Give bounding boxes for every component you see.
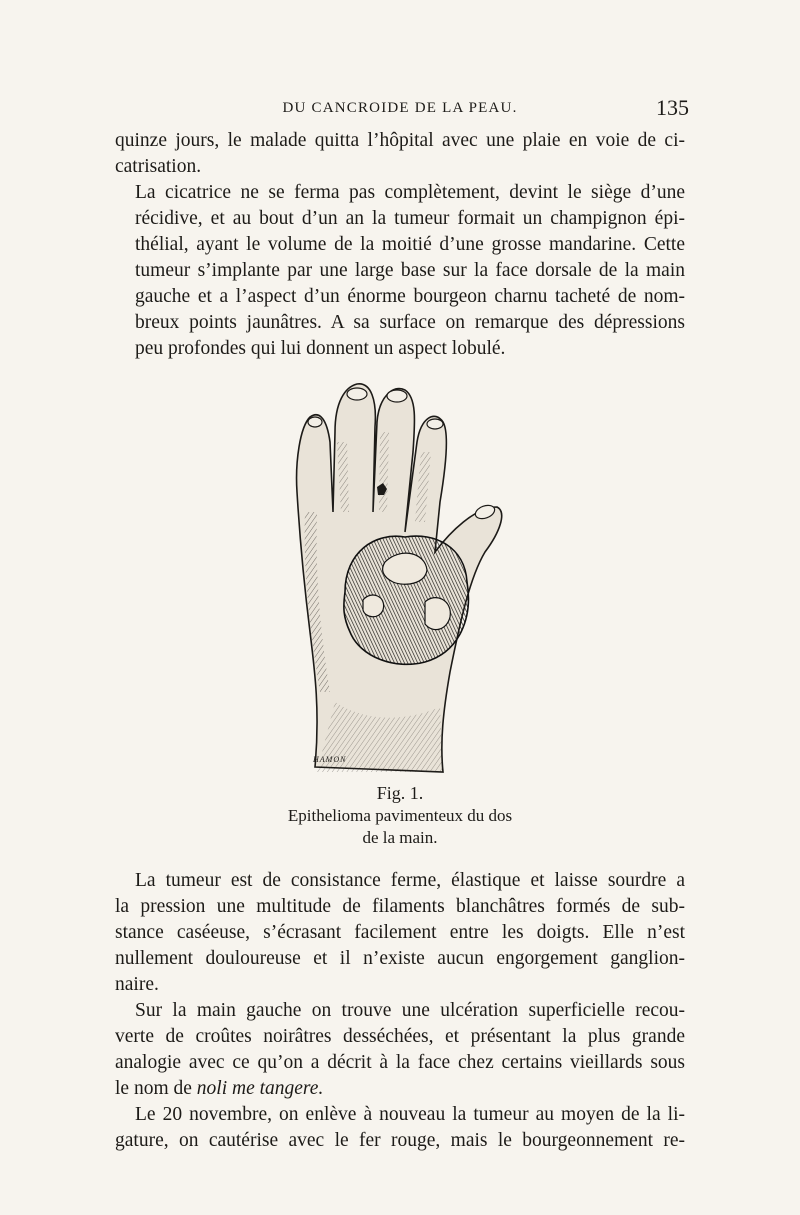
hand-illustration: [275, 372, 505, 782]
text-line: verte de croûtes noirâtres desséchées, et présentant la plus grande: [115, 1026, 685, 1047]
text-block-top: [115, 128, 685, 362]
paragraph-2: [115, 180, 685, 362]
paragraph-5: [115, 1102, 685, 1154]
text-line: La cicatrice ne se ferma pas complètement, devint le siège d’une: [135, 182, 685, 203]
text-line: tumeur s’implante par une large base sur la face dorsale de la main: [135, 260, 685, 281]
engraver-signature: HAMON: [313, 755, 347, 764]
paragraph-4: [115, 998, 685, 1102]
page-number: 135: [656, 95, 689, 120]
text-line: naire.: [115, 974, 159, 995]
text-fragment: le nom de: [115, 1078, 197, 1099]
running-head: [115, 95, 689, 122]
text-line: breux points jaunâtres. A sa surface on remarque des dépressions: [135, 312, 685, 333]
text-line: Le 20 novembre, on enlève à nouveau la tumeur au moyen de la li-: [135, 1104, 685, 1125]
text-line: gauche et a l’aspect d’un énorme bourgeon charnu tacheté de nom-: [135, 286, 685, 307]
italic-phrase: noli me tangere.: [196, 1078, 324, 1099]
figure-label: Fig. 1.: [376, 783, 424, 803]
paragraph-3: [115, 868, 685, 998]
text-line: La tumeur est de consistance ferme, élastique et laisse sourdre a: [135, 870, 685, 891]
text-block-bottom: [115, 868, 685, 1154]
text-line: Sur la main gauche on trouve une ulcération superficielle recou-: [135, 1000, 685, 1021]
figure-caption: [250, 805, 550, 849]
text-line: récidive, et au bout d’un an la tumeur formait un champignon épi-: [135, 208, 685, 229]
text-line: catrisation.: [115, 156, 202, 177]
text-line: peu profondes qui lui donnent un aspect lobulé.: [135, 338, 506, 359]
caption-line: de la main.: [362, 828, 438, 847]
text-line: nullement douloureuse et il n’existe aucun engorgement ganglion-: [115, 948, 685, 969]
text-line: la pression une multitude de filaments blanchâtres formés de sub-: [115, 896, 685, 917]
text-line: quinze jours, le malade quitta l’hôpital avec une plaie en voie de ci-: [115, 130, 685, 151]
paragraph-1: [115, 128, 685, 180]
text-line: analogie avec ce qu’on a décrit à la face chez certains vieillards sous: [115, 1052, 685, 1073]
text-line: stance caséeuse, s’écrasant facilement entre les doigts. Elle n’est: [115, 922, 685, 943]
text-line: [115, 1076, 685, 1102]
running-title: DU CANCROIDE DE LA PEAU.: [282, 100, 518, 116]
text-line: gature, on cautérise avec le fer rouge, mais le bourgeonnement re-: [115, 1130, 685, 1151]
text-line: thélial, ayant le volume de la moitié d’une grosse mandarine. Cette: [135, 234, 685, 255]
caption-line: Epithelioma pavimenteux du dos: [287, 806, 513, 825]
